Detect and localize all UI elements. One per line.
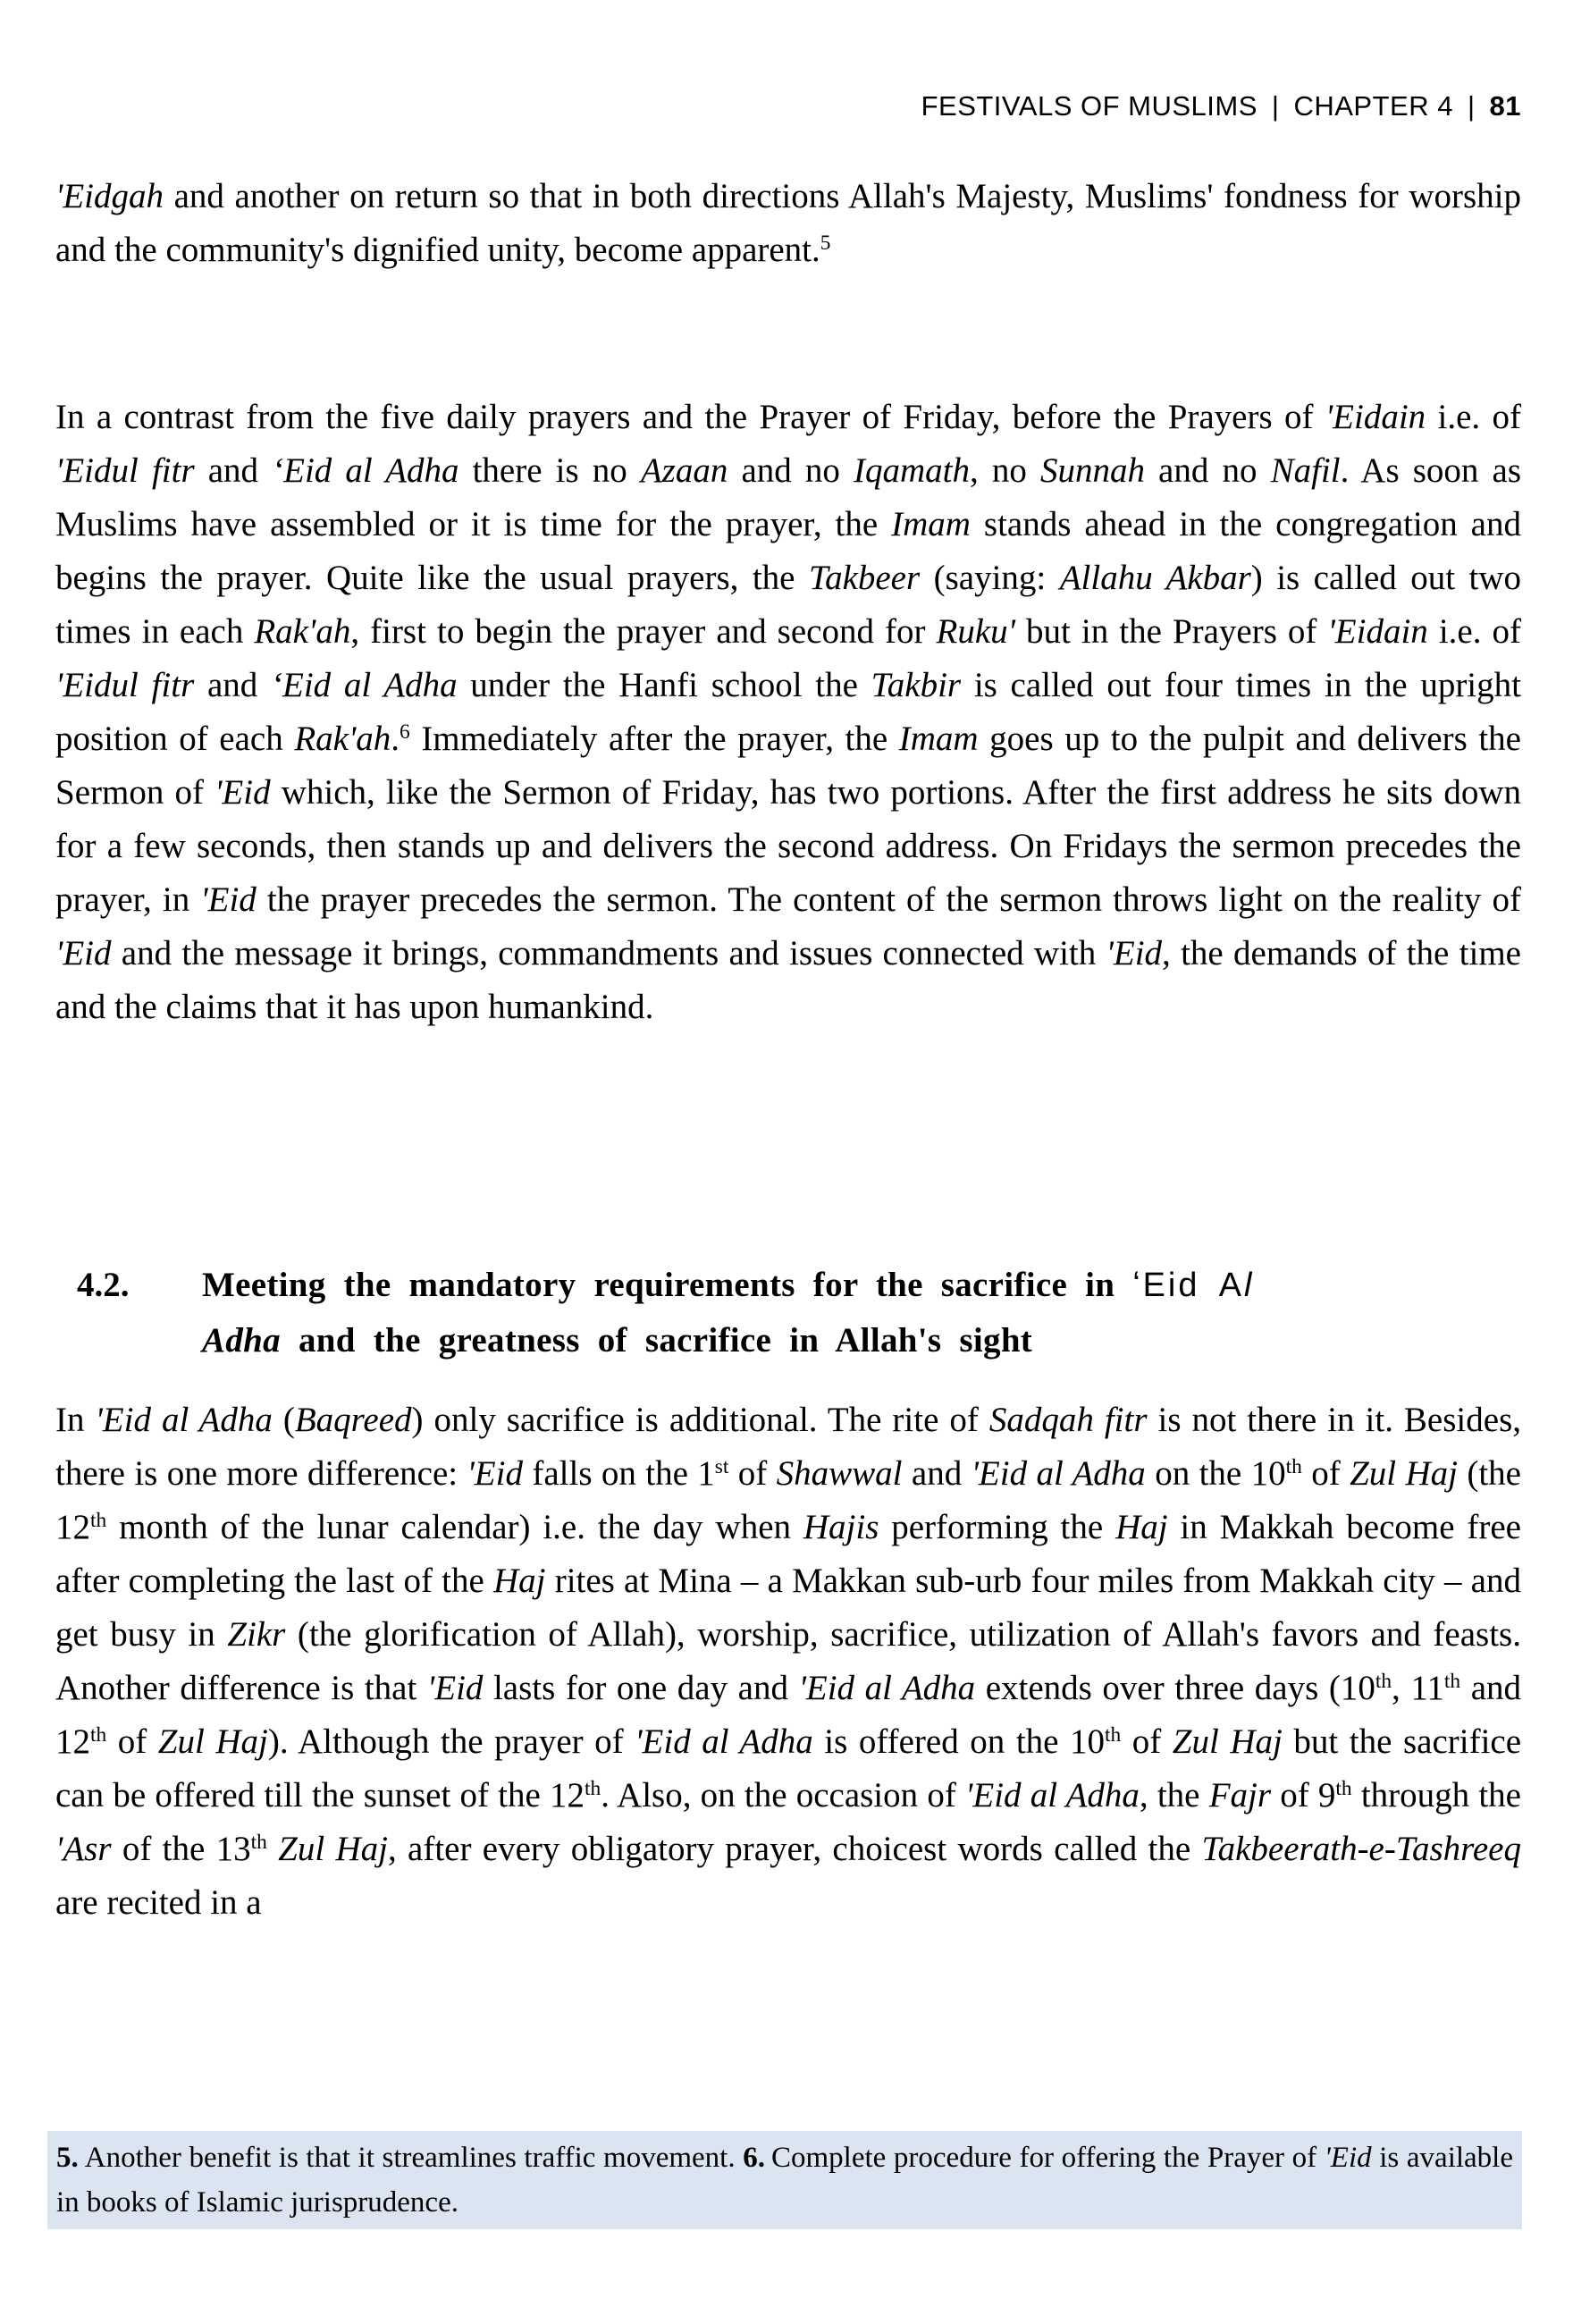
text-run: through the xyxy=(1351,1776,1521,1815)
text-run: 'Eidul fitr xyxy=(55,451,195,490)
text-run: of 9 xyxy=(1271,1776,1336,1815)
text-run: 'Eid xyxy=(214,773,271,812)
text-run: . As soon as Muslims have assembled or it is time for the prayer, the xyxy=(55,451,1522,543)
text-run: of xyxy=(1301,1454,1350,1493)
text-run: 'Eid al Adha xyxy=(971,1454,1146,1493)
text-run: under the Hanfi school the xyxy=(457,666,871,704)
text-run: Sadqah fitr xyxy=(988,1401,1148,1439)
text-run: Zul Haj xyxy=(278,1830,388,1868)
section-number: 4.2. xyxy=(77,1266,130,1304)
text-run: Rak'ah xyxy=(254,612,351,651)
text-run: 'Eid xyxy=(467,1454,523,1493)
text-run: and xyxy=(902,1454,972,1493)
text-run: Baqreed xyxy=(294,1401,412,1439)
text-run: 'Eid xyxy=(1106,934,1163,973)
text-run: 6. xyxy=(743,2142,765,2174)
superscript-marker: th xyxy=(90,1509,107,1533)
text-run: and the greatness of sacrifice in Allah's sight xyxy=(280,1321,1033,1360)
superscript-marker: th xyxy=(1285,1455,1302,1479)
text-run: and no xyxy=(1144,451,1271,490)
text-run: stands ahead in the congregation and begins the prayer. Quite like the usual prayers, the xyxy=(55,505,1521,597)
text-run: ) is called out two times in each xyxy=(55,559,1521,651)
paragraph-3 xyxy=(55,1394,1521,1930)
text-run: (the 12 xyxy=(55,1454,1521,1546)
text-run: 5. xyxy=(56,2142,79,2174)
text-run: , the demands of the time and the claims that it has upon humankind. xyxy=(55,934,1521,1026)
section-title xyxy=(202,1258,1521,1368)
text-run: Another benefit is that it streamlines traffic movement. xyxy=(84,2142,744,2174)
superscript-marker: th xyxy=(1335,1777,1352,1801)
text-run: i.e. of xyxy=(1427,612,1521,651)
text-run: of xyxy=(106,1722,158,1761)
text-run: Allahu Akbar xyxy=(1059,559,1251,597)
text-run: 'Eidain xyxy=(1325,398,1426,436)
text-run: 'Eidgah xyxy=(55,177,164,215)
text-run: there is no xyxy=(458,451,641,490)
text-run xyxy=(267,1830,278,1868)
text-run: and 12 xyxy=(55,1669,1522,1761)
text-run: In a contrast from the five daily prayers and the Prayer of Friday, before the Prayers of xyxy=(55,398,1325,436)
text-run: falls on the 1 xyxy=(522,1454,715,1493)
superscript-marker: st xyxy=(714,1455,729,1479)
text-run: ʻEid al Adha xyxy=(272,451,459,490)
text-run: the prayer precedes the sermon. The content of the sermon throws light on the reality of xyxy=(256,880,1521,919)
text-run: lasts for one day and xyxy=(483,1669,799,1707)
text-run: Zul Haj xyxy=(157,1722,268,1761)
superscript-marker: th xyxy=(1105,1723,1122,1747)
text-run: 'Eid xyxy=(426,1669,484,1707)
text-run: , 11 xyxy=(1392,1669,1444,1707)
text-run: but the sacrifice can be offered till the sunset of the 12 xyxy=(55,1722,1522,1815)
text-run: Adha xyxy=(202,1321,281,1360)
superscript-marker: 6 xyxy=(400,720,410,745)
text-run: Immediately after the prayer, the xyxy=(409,720,899,758)
text-run: and xyxy=(194,451,273,490)
text-run: but in the Prayers of xyxy=(1015,612,1328,651)
text-run: on the 10 xyxy=(1145,1454,1286,1493)
superscript-marker: th xyxy=(90,1723,107,1747)
text-run: ʻEid A xyxy=(1132,1267,1245,1304)
text-run: 'Eid al Adha xyxy=(95,1401,273,1439)
text-run: Imam xyxy=(891,505,971,543)
header-chapter: CHAPTER 4 xyxy=(1293,90,1453,122)
text-run: (the glorification of Allah), worship, sacrifice, utilization of Allah's favors and feasts. Another difference is that xyxy=(55,1615,1521,1707)
text-run: Zikr xyxy=(227,1615,286,1654)
text-run: 'Eid xyxy=(1324,2142,1372,2174)
text-run: ( xyxy=(272,1401,295,1439)
superscript-marker: th xyxy=(1443,1670,1461,1694)
text-run: and no xyxy=(728,451,854,490)
text-run: Nafil xyxy=(1270,451,1341,490)
page-header xyxy=(55,89,1521,123)
superscript-marker: 5 xyxy=(820,232,831,256)
superscript-marker: th xyxy=(1375,1670,1392,1694)
superscript-marker: th xyxy=(585,1777,601,1801)
text-run: and xyxy=(194,666,272,704)
text-run: i.e. of xyxy=(1426,398,1521,436)
text-run: Iqamath xyxy=(853,451,970,490)
text-run: , first to begin the prayer and second for xyxy=(350,612,937,651)
footnote-block xyxy=(47,2131,1522,2229)
text-run: of xyxy=(1121,1722,1173,1761)
text-run: Haj xyxy=(493,1562,546,1600)
text-run: Rak'ah xyxy=(294,720,391,758)
text-run: are recited in a xyxy=(55,1883,262,1922)
text-run: Takbeer xyxy=(808,559,921,597)
text-run: Sunnah xyxy=(1039,451,1145,490)
text-run: extends over three days (10 xyxy=(975,1669,1375,1707)
text-run: month of the lunar calendar) i.e. the day when xyxy=(106,1508,803,1546)
text-run: and another on return so that in both directions Allah's Majesty, Muslims' fondness for worship and the community's dignified unity, become apparent. xyxy=(55,177,1521,269)
text-run: l xyxy=(1244,1267,1255,1304)
header-separator: | xyxy=(1467,90,1476,122)
text-run: 'Eid al Adha xyxy=(965,1776,1140,1815)
text-run: Meeting the mandatory requirements for the sacrifice in xyxy=(202,1266,1133,1304)
text-run: 'Eid al Adha xyxy=(798,1669,976,1707)
text-run: is called out four times in the upright position of each xyxy=(55,666,1521,758)
text-run: 'Eid xyxy=(55,934,112,973)
text-run: Imam xyxy=(898,720,979,758)
text-run: 'Asr xyxy=(55,1830,112,1868)
text-run: 'Eid xyxy=(200,880,257,919)
text-run: , after every obligatory prayer, choicest words called the xyxy=(387,1830,1202,1868)
text-run: ) only sacrifice is additional. The rite of xyxy=(411,1401,989,1439)
text-run: . xyxy=(391,720,400,758)
header-page-number: 81 xyxy=(1489,90,1521,122)
text-run: ʻEid al Adha xyxy=(271,666,458,704)
text-run: Takbir xyxy=(871,666,962,704)
text-run: (saying: xyxy=(920,559,1060,597)
text-run: Fajr xyxy=(1208,1776,1272,1815)
text-run: Shawwal xyxy=(776,1454,903,1493)
text-run: performing the xyxy=(879,1508,1116,1546)
text-run: , no xyxy=(969,451,1040,490)
text-run: Zul Haj xyxy=(1350,1454,1458,1493)
text-run: is offered on the 10 xyxy=(812,1722,1105,1761)
text-run: Hajis xyxy=(803,1508,879,1546)
text-run: Complete procedure for offering the Prayer of xyxy=(770,2142,1325,2174)
text-run: rites at Mina – a Makkan sub-urb four miles from Makkah city – and get busy in xyxy=(55,1562,1521,1654)
text-run: goes up to the pulpit and delivers the Sermon of xyxy=(55,720,1521,812)
text-run: of the 13 xyxy=(111,1830,251,1868)
text-run: 'Eidul fitr xyxy=(55,666,195,704)
text-run: ). Although the prayer of xyxy=(267,1722,635,1761)
text-run: . Also, on the occasion of xyxy=(601,1776,966,1815)
text-run: 'Eid al Adha xyxy=(635,1722,813,1761)
text-run: is available in books of Islamic jurisprudence. xyxy=(56,2142,1513,2219)
header-book-title: FESTIVALS OF MUSLIMS xyxy=(921,90,1258,122)
text-run: 'Eidain xyxy=(1327,612,1428,651)
paragraph-2 xyxy=(55,391,1521,1034)
text-run: in Makkah become free after completing the last of the xyxy=(55,1508,1521,1600)
text-run: Azaan xyxy=(640,451,728,490)
header-separator: | xyxy=(1271,90,1280,122)
text-run: , the xyxy=(1139,1776,1209,1815)
text-run: Haj xyxy=(1115,1508,1168,1546)
text-run: is not there in it. Besides, there is one more difference: xyxy=(55,1401,1521,1493)
text-run: and the message it brings, commandments and issues connected with xyxy=(111,934,1106,973)
text-run: of xyxy=(728,1454,777,1493)
text-run: Takbeerath-e-Tashreeq xyxy=(1201,1830,1521,1868)
section-heading xyxy=(55,1258,1521,1368)
text-run: Zul Haj xyxy=(1172,1722,1283,1761)
text-run: In xyxy=(55,1401,96,1439)
superscript-marker: th xyxy=(250,1831,267,1855)
text-run: which, like the Sermon of Friday, has two portions. After the first address he sits down for a few seconds, then stands up and delivers the second address. On Fridays the sermon precedes the prayer, in xyxy=(55,773,1521,919)
paragraph-1 xyxy=(55,170,1521,277)
text-run: Ruku' xyxy=(936,612,1015,651)
